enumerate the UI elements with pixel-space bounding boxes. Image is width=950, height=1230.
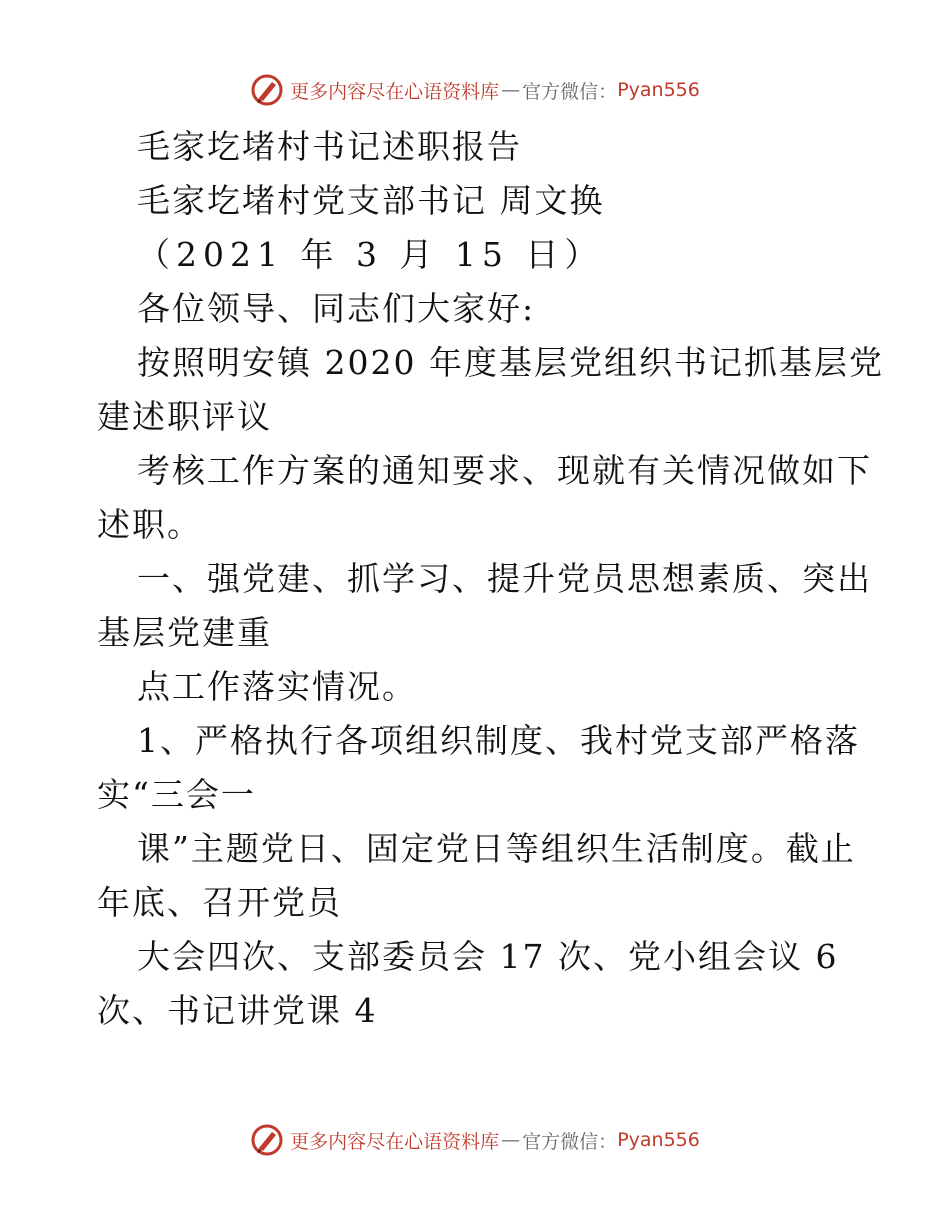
doc-section-heading: 点工作落实情况。 [137,667,417,706]
doc-paragraph-line: 大会四次、支部委员会 17 次、党小组会议 6 [137,937,839,976]
doc-paragraph-line: 考核工作方案的通知要求、现就有关情况做如下 [137,451,872,490]
doc-paragraph-line: 年底、召开党员 [97,883,342,922]
doc-paragraph-line: 1、严格执行各项组织制度、我村党支部严格落 [137,721,860,760]
watermark-separator: — [501,1129,521,1151]
doc-date: （2021 年 3 月 15 日） [137,235,604,274]
doc-paragraph-line: 课”主题党日、固定党日等组织生活制度。截止 [137,829,856,868]
doc-paragraph-line: 实“三会一 [97,775,256,814]
doc-author: 毛家圪堵村党支部书记 周文换 [137,181,605,220]
watermark-wechat-id: Pyan556 [617,79,700,101]
doc-section-heading: 基层党建重 [97,613,272,652]
doc-title: 毛家圪堵村书记述职报告 [137,127,522,166]
watermark-site-text: 更多内容尽在心语资料库 [290,80,500,103]
watermark-footer [0,1122,950,1158]
watermark-header [0,72,950,108]
watermark-site-text: 更多内容尽在心语资料库 [290,1130,500,1153]
doc-section-heading: 一、强党建、抓学习、提升党员思想素质、突出 [137,559,872,598]
watermark-separator: — [501,79,521,101]
pen-logo-icon [250,73,284,107]
doc-paragraph-line: 建述职评议 [97,397,272,436]
doc-paragraph-line: 述职。 [97,505,202,544]
watermark-official-label: 官方微信： [522,1130,618,1153]
pen-logo-icon [250,1123,284,1157]
watermark-official-label: 官方微信： [522,80,618,103]
doc-paragraph-line: 次、书记讲党课 4 [97,991,378,1030]
watermark-wechat-id: Pyan556 [617,1129,700,1151]
doc-greeting: 各位领导、同志们大家好: [137,289,536,328]
document-body [97,120,884,1038]
doc-paragraph-line: 按照明安镇 2020 年度基层党组织书记抓基层党 [137,343,884,382]
